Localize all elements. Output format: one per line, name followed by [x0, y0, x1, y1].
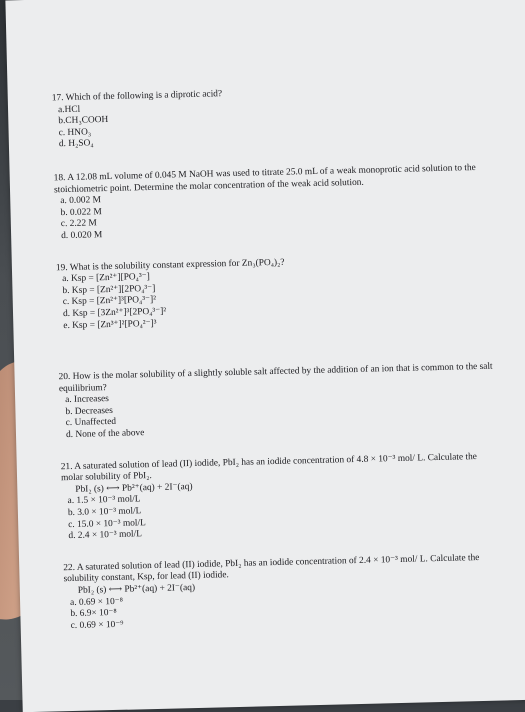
option: d. None of the above — [65, 428, 145, 441]
question-list — [52, 83, 505, 633]
reaction-equation: PbI₂ (s) ⟷ Pb²⁺(aq) + 2I⁻(aq) — [75, 481, 193, 495]
option: c. Unaffected — [65, 417, 117, 429]
option: b. 3.0 × 10⁻³ mol/L — [67, 506, 142, 519]
question-22 — [63, 552, 505, 632]
option: d. Ksp = [3Zn²⁺]³[2PO₄³⁻]² — [62, 306, 167, 320]
option: d. 0.020 M — [61, 230, 103, 242]
worksheet-page — [5, 0, 525, 712]
option: b. Ksp = [Zn²⁺][2PO₄³⁻] — [62, 283, 156, 296]
question-19 — [56, 252, 498, 332]
option: c. 2.22 M — [60, 218, 97, 230]
option: b.CH₃COOH — [58, 115, 109, 127]
question-stem: 21. A saturated solution of lead (II) iodide, PbI₂ has an iodide concentration of 4.8 × 10⁻³ mol/ L. Calculate the molar solubility of PbI₂. — [60, 451, 478, 484]
option: a.HCl — [57, 104, 81, 115]
option: c. HNO₃ — [58, 127, 92, 138]
option: d. 2.4 × 10⁻³ mol/L — [68, 529, 143, 542]
question-17 — [52, 83, 493, 152]
question-stem: 19. What is the solubility constant expression for Zn₃(PO₄)₂? — [55, 257, 285, 273]
question-stem: 17. Which of the following is a diprotic acid? — [51, 89, 223, 104]
option: a. Ksp = [Zn²⁺][PO₄³⁻] — [62, 272, 150, 285]
question-20 — [58, 362, 500, 442]
question-21 — [61, 451, 503, 543]
question-stem: 20. How is the molar solubility of a slightly soluble salt affected by the addition of an ion that is common to the salt equilibrium? — [58, 361, 493, 394]
option: c. Ksp = [Zn²⁺]³[PO₄³⁻]² — [62, 295, 157, 308]
question-stem: 22. A saturated solution of lead (II) iodide, PbI₂ has an iodide concentration of 2.4 × 10⁻³ mol/ L. Calculate the solubility constant, Ksp, for lead (II) iodide. — [63, 552, 480, 585]
option: b. 6.9× 10⁻⁸ — [70, 608, 117, 620]
option: a. 0.002 M — [60, 195, 102, 207]
option: b. Decreases — [65, 405, 113, 417]
reaction-equation: PbI₂ (s) ⟷ Pb²⁺(aq) + 2I⁻(aq) — [77, 583, 196, 596]
option: b. 0.022 M — [60, 206, 102, 218]
option: c. 15.0 × 10⁻³ mol/L — [68, 517, 146, 530]
question-stem: 18. A 12.08 mL volume of 0.045 M NaOH was used to titrate 25.0 mL of a weak monoprotic acid solution to the stoichiometric point. Determine the molar concentration of the weak acid solution. — [53, 162, 476, 195]
option: a. 1.5 × 10⁻³ mol/L — [67, 494, 141, 507]
option: e. Ksp = [Zn³⁺]²[PO₄²⁻]³ — [63, 318, 157, 331]
option: d. H₂SO₄ — [58, 138, 94, 150]
option: a. 0.69 × 10⁻⁸ — [69, 596, 124, 608]
option: c. 0.69 × 10⁻⁹ — [70, 619, 124, 631]
option: a. Increases — [65, 394, 110, 406]
question-18 — [54, 163, 496, 243]
